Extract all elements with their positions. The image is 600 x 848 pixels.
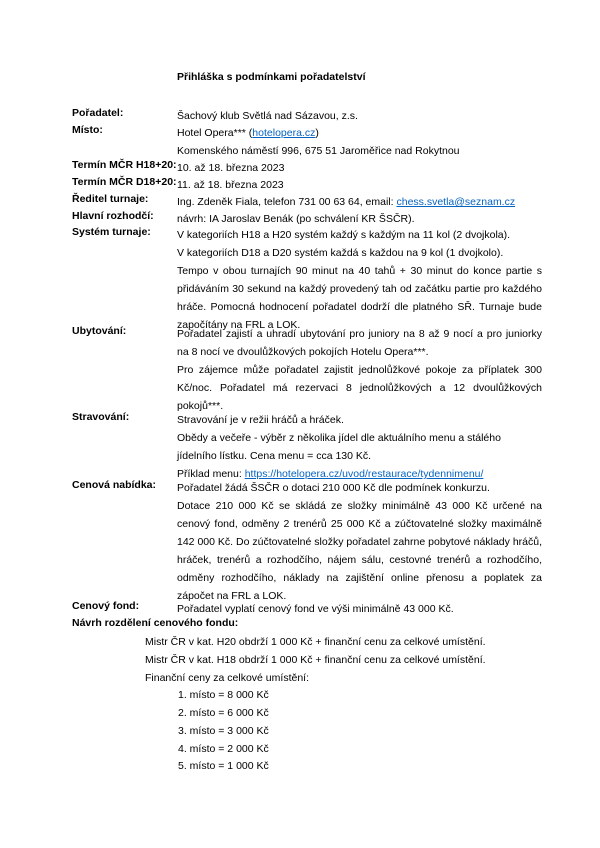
misto-label: Místo: [72,124,103,136]
poradatel-value: Šachový klub Světlá nad Sázavou, z.s. [177,110,358,122]
navrh-line: Mistr ČR v kat. H18 obdrží 1 000 Kč + finanční cenu za celkové umístění. [145,654,486,666]
hotel-link[interactable]: hotelopera.cz [252,127,316,139]
stravovani-label: Stravování: [72,411,130,423]
place-item: 5. místo = 1 000 Kč [178,760,269,772]
navrh-line: Mistr ČR v kat. H20 obdrží 1 000 Kč + finanční cenu za celkové umístění. [145,636,486,648]
termin-h-label: Termín MČR H18+20: [72,159,177,171]
termin-d-value: 11. až 18. března 2023 [177,179,284,191]
misto-hotel: Hotel Opera*** ( [177,127,253,139]
stravovani-p3: Příklad menu: [177,468,245,480]
ubytovani-label: Ubytování: [72,325,127,337]
navrh-line: Finanční ceny za celkové umístění: [145,672,309,684]
place-item: 3. místo = 3 000 Kč [178,725,269,737]
system-p2: V kategoriích D18 a D20 systém každá s každou na 9 kol (1 dvojkolo). [177,247,504,259]
rozhodci-value: návrh: IA Jaroslav Benák (po schválení KR ŠSČR). [177,213,415,225]
fond-label: Cenový fond: [72,600,140,612]
reditel-text: Ing. Zdeněk Fiala, telefon 731 00 63 64, email: [177,196,397,208]
reditel-label: Ředitel turnaje: [72,193,149,205]
ubytovani-p2: Pro zájemce může pořadatel zajistit jednolůžkové pokoje za příplatek 300 Kč/noc. Pořadatel má rezervaci 8 jednolůžkových a 12 dvoulůžkových pokojů***. [177,364,542,412]
stravovani-p2: Obědy a večeře - výběr z několika jídel dle aktuálního menu a stálého jídelního lístku. Cena menu = cca 130 Kč. [177,432,501,462]
place-item: 2. místo = 6 000 Kč [178,707,269,719]
system-p3: Tempo v obou turnajích 90 minut na 40 tahů + 30 minut do konce partie s přidáváním 30 sekund na každý provedený tah od začátku partie pro každého hráče. Pomocná hodnocení pořadatel dodrží dle platného SŘ. Turnaje bude započítány na FRL a LOK. [177,265,542,331]
page-title: Přihláška s podmínkami pořadatelství [177,71,366,83]
ubytovani-p1: Pořadatel zajistí a uhradí ubytování pro juniory na 8 až 9 nocí a pro juniorky na 8 nocí ve dvoulůžkových pokojích Hotelu Opera***. [177,328,542,358]
termin-h-value: 10. až 18. března 2023 [177,162,285,174]
navrh-label: Návrh rozdělení cenového fondu: [72,617,239,629]
cenova-p2: Dotace 210 000 Kč se skládá ze složky minimálně 43 000 Kč určené na cenový fond, odměny 2 trenérů 25 000 Kč a zúčtovatelné složky maximálně 142 000 Kč. Do zúčtovatelné složky pořadatel zahrne pobytové náklady hráčů, hráček, trenérů a rozhodčího, nájem sálu, cestovné trenérů a rozhodčího, odměny rozhodčího, náklady na zajištění online přenosu a poplatek za zápočet na FRL a LOK. [177,500,542,602]
menu-link[interactable]: https://hotelopera.cz/uvod/restaurace/tydennimenu/ [244,468,484,480]
email-link[interactable]: chess.svetla@seznam.cz [396,196,516,208]
place-item: 1. místo = 8 000 Kč [178,689,269,701]
system-value [177,226,542,334]
stravovani-value [177,411,542,483]
cenova-label: Cenová nabídka: [72,479,157,491]
misto-address: Komenského náměstí 996, 675 51 Jaroměřice nad Rokytnou [177,145,460,157]
rozhodci-label: Hlavní rozhodčí: [72,210,154,222]
stravovani-p1: Stravování je v režii hráčů a hráček. [177,414,344,426]
reditel-value [177,193,542,211]
cenova-value [177,479,542,605]
cenova-p1: Pořadatel žádá ŠSČR o dotaci 210 000 Kč dle podmínek konkurzu. [177,482,490,494]
place-item: 4. místo = 2 000 Kč [178,743,269,755]
misto-hotel-end: ) [315,127,319,139]
poradatel-label: Pořadatel: [72,107,124,119]
termin-d-label: Termín MČR D18+20: [72,176,177,188]
fond-value: Pořadatel vyplatí cenový fond ve výši minimálně 43 000 Kč. [177,603,454,615]
ubytovani-value [177,325,542,415]
system-label: Systém turnaje: [72,226,151,238]
system-p1: V kategoriích H18 a H20 systém každý s každým na 11 kol (2 dvojkola). [177,229,511,241]
misto-value [177,124,542,160]
